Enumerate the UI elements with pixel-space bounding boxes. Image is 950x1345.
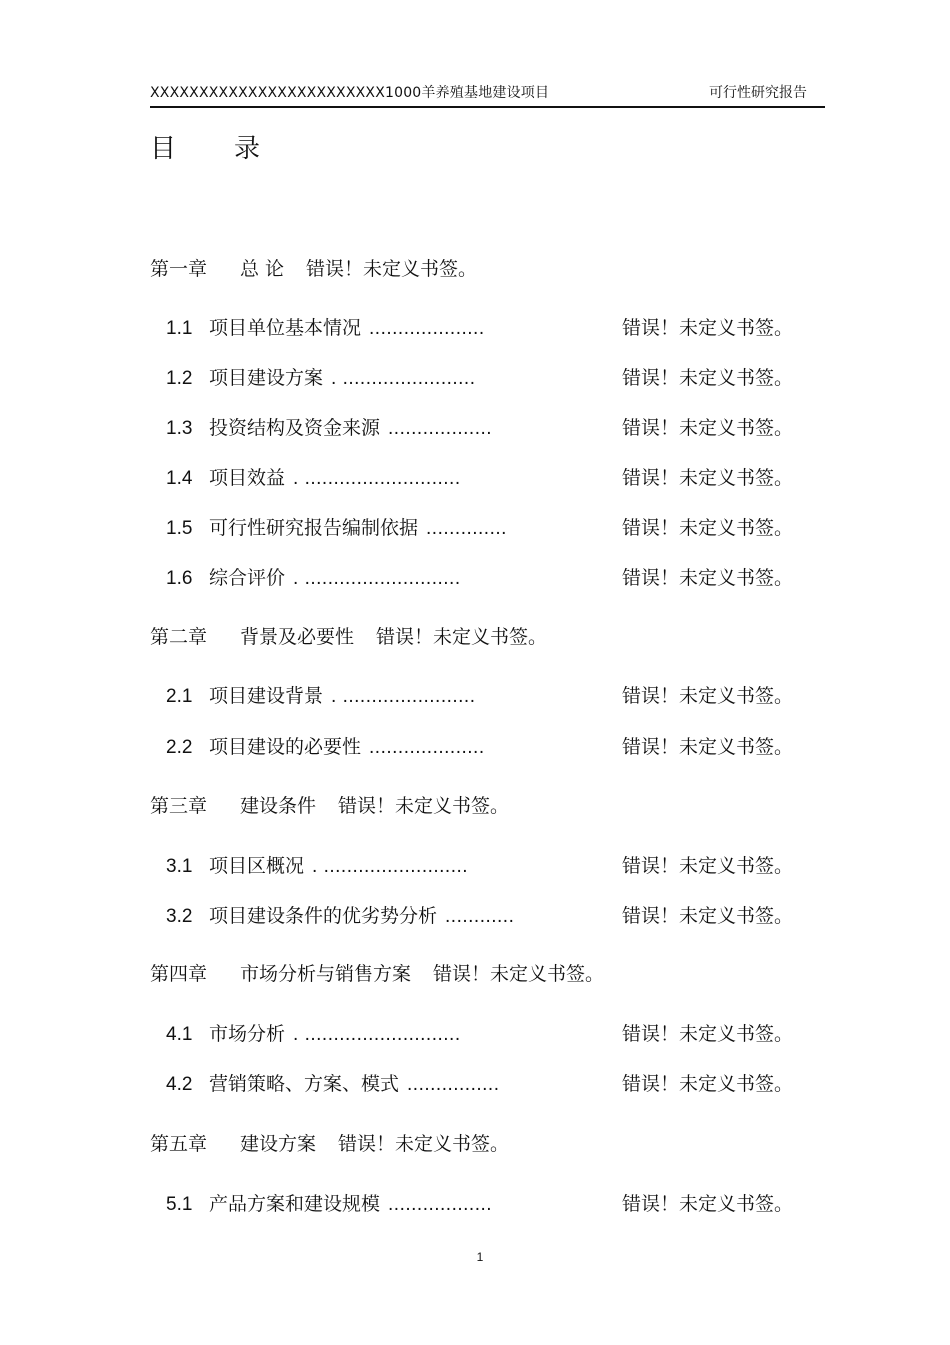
section-title: 项目建设条件的优劣势分析 <box>209 905 438 927</box>
section-page-ref: 错误！未定义书签。 <box>622 1073 794 1095</box>
section-title: 综合评价 <box>209 567 286 589</box>
chapter-title: 背景及必要性 <box>240 626 355 648</box>
section-title: 项目建设方案 <box>209 367 324 389</box>
chapter-page-ref: 错误！未定义书签。 <box>433 963 605 985</box>
section-number: 4.1 <box>166 1024 193 1045</box>
section-number: 1.6 <box>166 568 193 589</box>
section-page-ref: 错误！未定义书签。 <box>622 1193 794 1215</box>
leader-dots: .................... <box>369 737 485 758</box>
section-title: 项目单位基本情况 <box>209 317 362 339</box>
leader-dots: . ....................... <box>331 686 476 707</box>
toc-section-1-6[interactable] <box>166 565 461 592</box>
section-number: 1.3 <box>166 418 193 439</box>
chapter-page-ref: 错误！未定义书签。 <box>306 258 478 280</box>
section-title: 产品方案和建设规模 <box>209 1193 381 1215</box>
leader-dots: . ......................... <box>312 856 469 877</box>
chapter-number: 第三章 <box>150 795 208 817</box>
chapter-page-ref: 错误！未定义书签。 <box>338 795 510 817</box>
toc-section-3-2[interactable] <box>166 903 514 930</box>
chapter-title: 建设方案 <box>240 1133 317 1155</box>
section-page-ref: 错误！未定义书签。 <box>622 905 794 927</box>
section-number: 2.2 <box>166 737 193 758</box>
toc-section-1-2[interactable] <box>166 365 476 392</box>
toc-chapter-4[interactable] <box>150 961 604 987</box>
toc-chapter-1[interactable] <box>150 256 477 282</box>
toc-title-right: 录 <box>234 134 261 164</box>
section-title: 投资结构及资金来源 <box>209 417 381 439</box>
toc-section-5-1[interactable] <box>166 1191 492 1218</box>
leader-dots: .................. <box>388 418 493 439</box>
section-title: 项目建设的必要性 <box>209 736 362 758</box>
leader-dots: .............. <box>426 518 507 539</box>
section-page-ref: 错误！未定义书签。 <box>622 317 794 339</box>
leader-dots: . ........................... <box>293 568 461 589</box>
toc-chapter-3[interactable] <box>150 793 509 819</box>
toc-chapter-5[interactable] <box>150 1131 509 1157</box>
section-page-ref: 错误！未定义书签。 <box>622 467 794 489</box>
section-page-ref: 错误！未定义书签。 <box>622 736 794 758</box>
chapter-page-ref: 错误！未定义书签。 <box>376 626 548 648</box>
chapter-title: 市场分析与销售方案 <box>240 963 412 985</box>
leader-dots: . ........................... <box>293 1024 461 1045</box>
section-number: 1.5 <box>166 518 193 539</box>
section-title: 市场分析 <box>209 1023 286 1045</box>
section-number: 4.2 <box>166 1074 193 1095</box>
chapter-number: 第五章 <box>150 1133 208 1155</box>
section-page-ref: 错误！未定义书签。 <box>622 367 794 389</box>
section-number: 1.2 <box>166 368 193 389</box>
header-report-type: 可行性研究报告 <box>709 85 807 101</box>
leader-dots: .................... <box>369 318 485 339</box>
toc-section-3-1[interactable] <box>166 853 468 880</box>
section-title: 项目建设背景 <box>209 685 324 707</box>
toc-section-4-1[interactable] <box>166 1021 461 1048</box>
section-page-ref: 错误！未定义书签。 <box>622 855 794 877</box>
section-title: 项目区概况 <box>209 855 305 877</box>
section-page-ref: 错误！未定义书签。 <box>622 1023 794 1045</box>
toc-section-1-1[interactable] <box>166 315 485 342</box>
section-title: 项目效益 <box>209 467 286 489</box>
section-title: 营销策略、方案、模式 <box>209 1073 400 1095</box>
section-page-ref: 错误！未定义书签。 <box>622 517 794 539</box>
toc-section-1-4[interactable] <box>166 465 461 492</box>
leader-dots: . ........................... <box>293 468 461 489</box>
section-page-ref: 错误！未定义书签。 <box>622 567 794 589</box>
leader-dots: . ....................... <box>331 368 476 389</box>
toc-title <box>150 132 260 166</box>
section-number: 1.4 <box>166 468 193 489</box>
chapter-page-ref: 错误！未定义书签。 <box>338 1133 510 1155</box>
leader-dots: .................. <box>388 1194 493 1215</box>
chapter-number: 第二章 <box>150 626 208 648</box>
toc-section-4-2[interactable] <box>166 1071 499 1098</box>
chapter-title: 建设条件 <box>240 795 317 817</box>
section-page-ref: 错误！未定义书签。 <box>622 417 794 439</box>
page-number: 1 <box>476 1250 484 1264</box>
section-page-ref: 错误！未定义书签。 <box>622 685 794 707</box>
section-number: 1.1 <box>166 318 193 339</box>
toc-section-2-2[interactable] <box>166 734 485 761</box>
header-project-name: XXXXXXXXXXXXXXXXXXXXXXXX1000羊养殖基地建设项目 <box>150 85 550 101</box>
toc-chapter-2[interactable] <box>150 624 547 650</box>
chapter-number: 第四章 <box>150 963 208 985</box>
section-number: 5.1 <box>166 1194 193 1215</box>
chapter-number: 第一章 <box>150 258 208 280</box>
section-number: 2.1 <box>166 686 193 707</box>
toc-section-1-5[interactable] <box>166 515 507 542</box>
toc-title-left: 目 <box>150 134 177 164</box>
leader-dots: ............ <box>445 906 515 927</box>
section-number: 3.2 <box>166 906 193 927</box>
toc-section-2-1[interactable] <box>166 683 476 710</box>
page-header <box>150 82 825 108</box>
section-title: 可行性研究报告编制依据 <box>209 517 419 539</box>
toc-section-1-3[interactable] <box>166 415 492 442</box>
leader-dots: ................ <box>407 1074 500 1095</box>
section-number: 3.1 <box>166 856 193 877</box>
chapter-title: 总 论 <box>240 258 285 280</box>
